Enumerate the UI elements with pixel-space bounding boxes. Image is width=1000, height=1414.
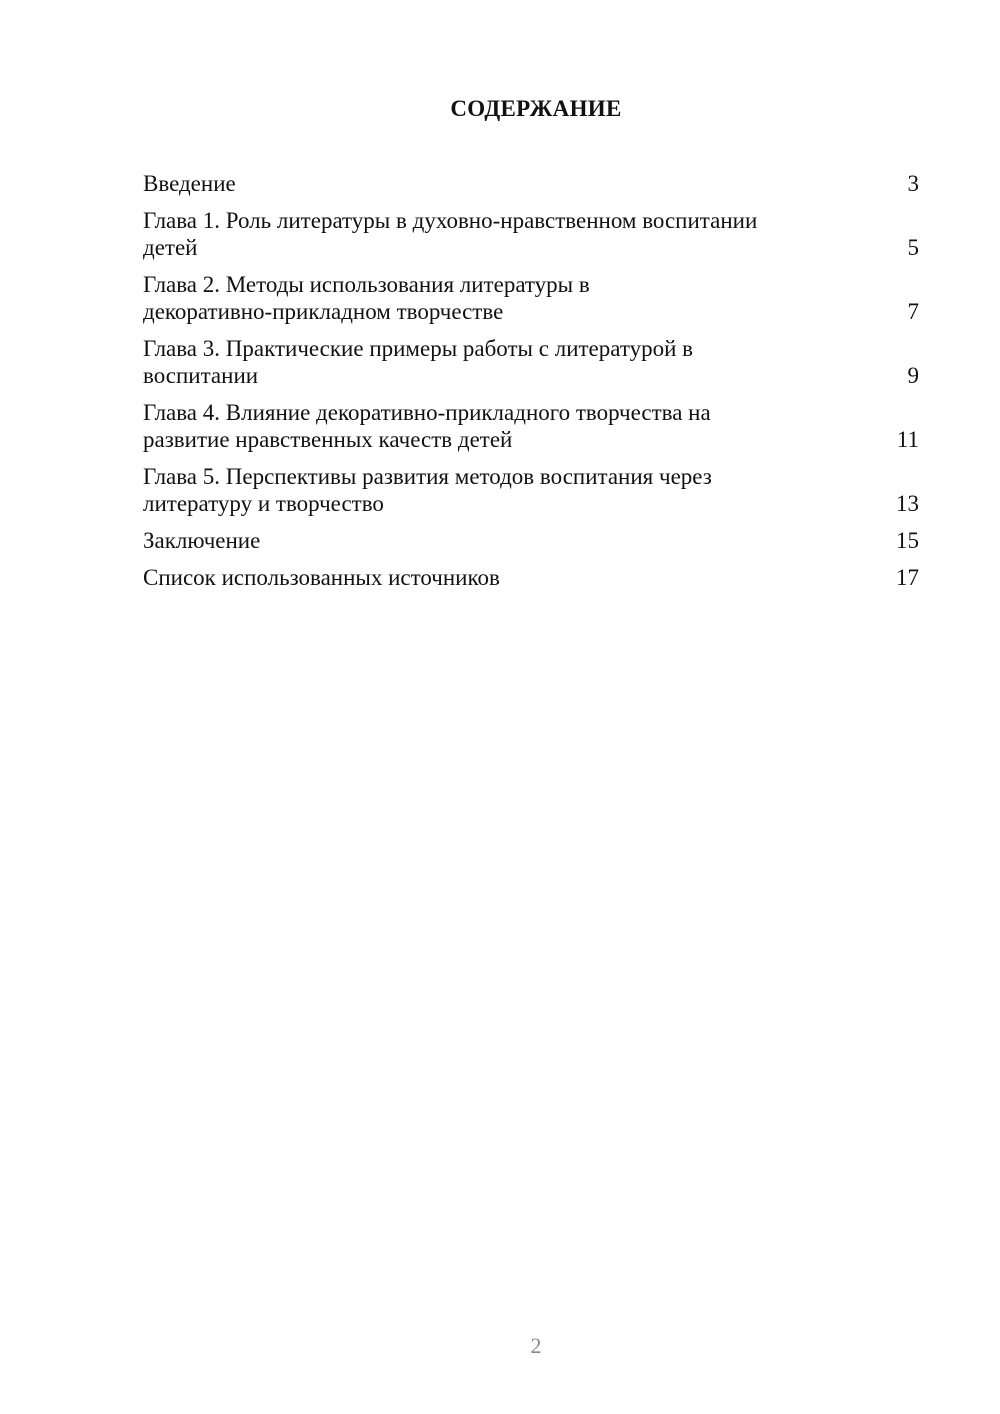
toc-entry-page-number: 11 bbox=[896, 427, 919, 452]
page-footer-number: 2 bbox=[530, 1333, 542, 1358]
toc-entry-page-number: 3 bbox=[907, 171, 919, 196]
toc-entry-title: Глава 1. Роль литературы в духовно-нравственном воспитании детей bbox=[143, 208, 758, 260]
toc-entry-chapter-2 bbox=[143, 271, 919, 325]
toc-entry-chapter-4 bbox=[143, 399, 919, 453]
toc-entry-page-number: 15 bbox=[896, 528, 919, 553]
toc-entry-page-number: 7 bbox=[907, 299, 919, 324]
page-title: СОДЕРЖАНИЕ bbox=[450, 96, 622, 121]
toc-entry-title: Глава 5. Перспективы развития методов воспитания через литературу и творчество bbox=[143, 464, 712, 516]
toc-entry-page-number: 17 bbox=[896, 565, 919, 590]
toc-entry-references bbox=[143, 564, 919, 591]
toc-entry-page-number: 13 bbox=[896, 491, 919, 516]
toc-entry-title: Глава 3. Практические примеры работы с литературой в воспитании bbox=[143, 336, 694, 388]
table-of-contents bbox=[143, 170, 919, 601]
toc-entry-page-number: 9 bbox=[907, 363, 919, 388]
toc-entry-introduction bbox=[143, 170, 919, 197]
toc-entry-conclusion bbox=[143, 527, 919, 554]
toc-entry-title: Заключение bbox=[143, 528, 261, 553]
toc-entry-title: Глава 4. Влияние декоративно-прикладного творчества на развитие нравственных качеств детей bbox=[143, 400, 711, 452]
toc-entry-title: Введение bbox=[143, 171, 236, 196]
toc-entry-title: Список использованных источников bbox=[143, 565, 500, 590]
toc-entry-chapter-1 bbox=[143, 207, 919, 261]
toc-entry-chapter-3 bbox=[143, 335, 919, 389]
toc-entry-page-number: 5 bbox=[907, 235, 919, 260]
toc-entry-title: Глава 2. Методы использования литературы в декоративно-прикладном творчестве bbox=[143, 272, 590, 324]
toc-entry-chapter-5 bbox=[143, 463, 919, 517]
